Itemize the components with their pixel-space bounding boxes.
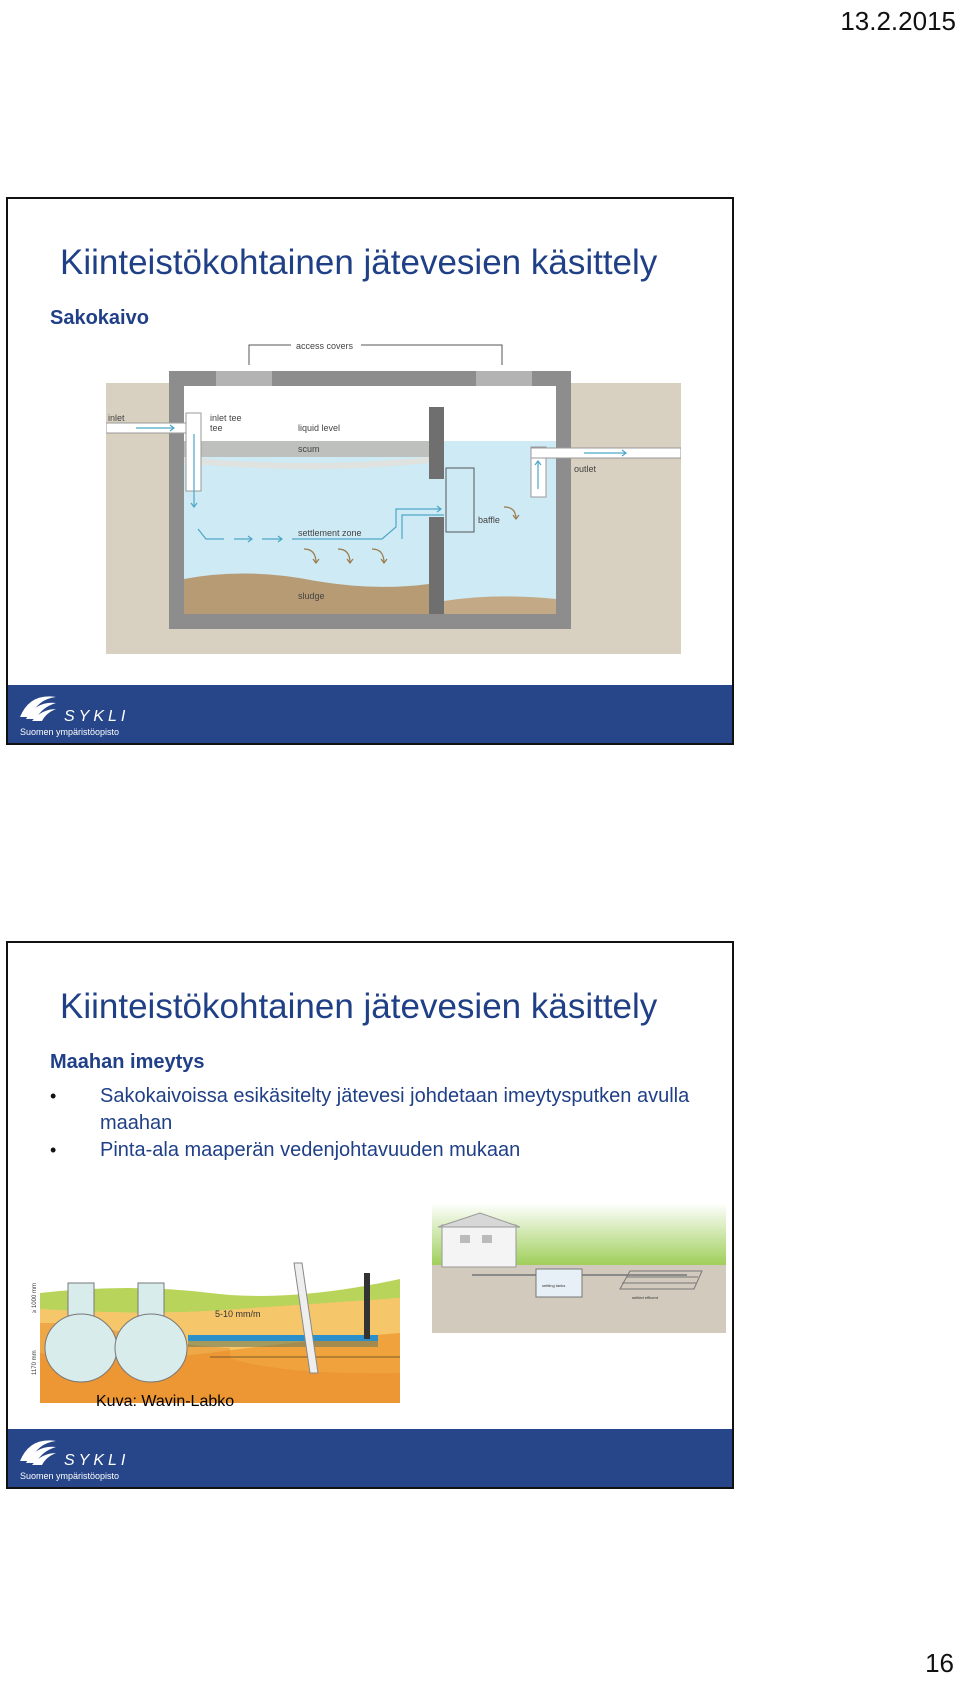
label-liquid-level: liquid level <box>298 423 341 433</box>
house <box>442 1225 516 1267</box>
house-settling-tank-figure <box>432 1203 726 1333</box>
figure-caption: Kuva: Wavin-Labko <box>96 1393 235 1410</box>
infiltration-pipe <box>188 1335 378 1341</box>
label-depth-top: ≥ 1000 mm <box>32 1283 38 1313</box>
bullet-list <box>48 1083 708 1164</box>
label-baffle: baffle <box>478 515 500 525</box>
label-access-covers: access covers <box>296 341 354 351</box>
svg-text:tee: tee <box>210 423 223 433</box>
label-settled-effluent: settled effluent <box>632 1295 658 1300</box>
septic-tank-diagram <box>106 329 681 654</box>
slide-title: Kiinteistökohtainen jätevesien käsittely <box>60 243 658 282</box>
slide-title: Kiinteistökohtainen jätevesien käsittely <box>60 987 658 1026</box>
sykli-logo <box>16 1433 146 1483</box>
page-number: 16 <box>925 1648 954 1678</box>
slide-footer-bar <box>8 685 732 743</box>
label-slope: 5-10 mm/m <box>215 1309 261 1319</box>
label-settling-tanks: settling tanks <box>542 1283 566 1288</box>
label-scum: scum <box>298 444 320 454</box>
access-cover-right <box>476 371 532 386</box>
access-cover-left <box>216 371 272 386</box>
slide-subtitle: Maahan imeytys <box>50 1051 205 1073</box>
label-settlement-zone: settlement zone <box>298 528 362 538</box>
svg-text:Suomen ympäristöopisto: Suomen ympäristöopisto <box>20 1471 120 1481</box>
label-inlet: inlet <box>108 413 125 423</box>
svg-text:Suomen ympäristöopisto: Suomen ympäristöopisto <box>20 727 120 737</box>
label-inlet-tee: inlet tee <box>210 413 242 423</box>
svg-text:SYKLI: SYKLI <box>64 708 130 725</box>
slide-septic-tank <box>6 197 734 745</box>
inspection-pipe <box>364 1273 370 1339</box>
sykli-logo <box>16 689 146 739</box>
label-outlet: outlet <box>574 464 597 474</box>
underground-tanks-figure <box>30 1253 412 1403</box>
label-depth-bottom: 1170 mm <box>32 1350 38 1375</box>
svg-text:SYKLI: SYKLI <box>64 1452 130 1469</box>
slide-soil-infiltration <box>6 941 734 1489</box>
bullet-item: • Pinta-ala maaperän vedenjohtavuuden mukaan <box>48 1137 708 1164</box>
page-date: 13.2.2015 <box>840 6 956 36</box>
slide-footer-bar <box>8 1429 732 1487</box>
slide-subtitle: Sakokaivo <box>50 307 149 329</box>
label-sludge: sludge <box>298 591 325 601</box>
bullet-item: • Sakokaivoissa esikäsitelty jätevesi johdetaan imeytysputken avulla maahan <box>48 1083 708 1137</box>
